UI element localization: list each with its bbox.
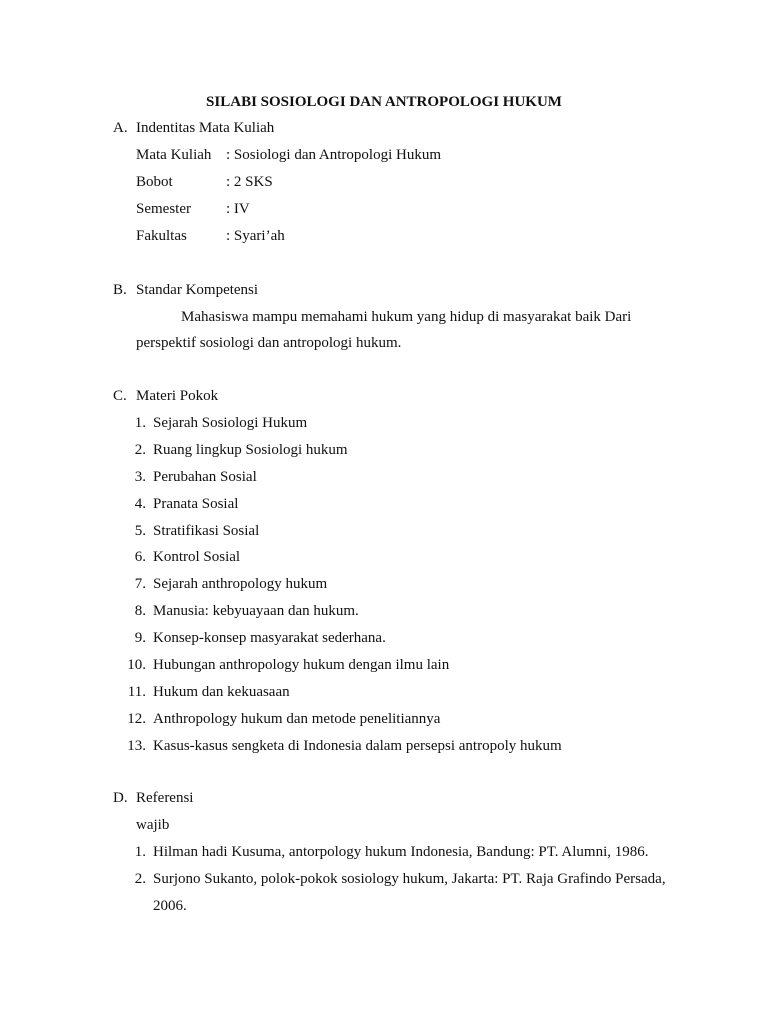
info-value-fakultas: : Syari’ah [226,228,285,244]
list-item-text: Perubahan Sosial [153,469,257,485]
list-item-number: 8. [134,603,146,619]
list-item-text: Pranata Sosial [153,496,239,512]
section-c-heading: Materi Pokok [136,388,219,404]
info-key-mata-kuliah: Mata Kuliah [136,147,212,163]
competency-paragraph-line-2: perspektif sosiologi dan antropologi hukum. [136,335,402,351]
list-item-number: 10. [127,657,146,673]
list-item-number: 13. [127,738,146,754]
info-value-semester: : IV [226,201,250,217]
list-item-number: 3. [134,469,146,485]
info-key-semester: Semester [136,201,191,217]
section-d-heading: Referensi [136,790,194,806]
list-item-number: 6. [134,549,146,565]
reference-subheading: wajib [136,817,170,833]
list-item-text: Kontrol Sosial [153,549,241,565]
competency-paragraph-line-1: Mahasiswa mampu memahami hukum yang hidup di masyarakat baik Dari [181,309,632,325]
section-c-letter: C. [113,388,127,404]
list-item-text: Hubungan anthropology hukum dengan ilmu lain [153,657,450,673]
list-item-number: 7. [134,576,146,592]
list-item-text: Manusia: kebyuayaan dan hukum. [153,603,359,619]
info-key-bobot: Bobot [136,174,173,190]
reference-text-continuation: 2006. [153,898,187,914]
list-item-number: 4. [134,496,146,512]
list-item-number: 12. [127,711,146,727]
list-item-number: 11. [127,684,146,700]
list-item-number: 2. [134,442,146,458]
list-item-text: Sejarah anthropology hukum [153,576,328,592]
reference-text: Hilman hadi Kusuma, antorpology hukum Indonesia, Bandung: PT. Alumni, 1986. [153,844,649,860]
list-item-text: Stratifikasi Sosial [153,523,260,539]
list-item-text: Ruang lingkup Sosiologi hukum [153,442,348,458]
info-value-bobot: : 2 SKS [226,174,273,190]
document-title: SILABI SOSIOLOGI DAN ANTROPOLOGI HUKUM [206,94,562,110]
section-a-letter: A. [113,120,128,136]
section-b-letter: B. [113,282,127,298]
reference-number: 1. [134,844,146,860]
list-item-number: 9. [134,630,146,646]
reference-text: Surjono Sukanto, polok-pokok sosiology hukum, Jakarta: PT. Raja Grafindo Persada, [153,871,666,887]
list-item-number: 1. [134,415,146,431]
info-value-mata-kuliah: : Sosiologi dan Antropologi Hukum [226,147,442,163]
section-a-heading: Indentitas Mata Kuliah [136,120,275,136]
reference-number: 2. [134,871,146,887]
list-item-number: 5. [134,523,146,539]
section-d-letter: D. [113,790,128,806]
list-item-text: Kasus-kasus sengketa di Indonesia dalam persepsi antropoly hukum [153,738,562,754]
info-key-fakultas: Fakultas [136,228,187,244]
list-item-text: Sejarah Sosiologi Hukum [153,415,308,431]
list-item-text: Konsep-konsep masyarakat sederhana. [153,630,386,646]
list-item-text: Hukum dan kekuasaan [153,684,290,700]
section-b-heading: Standar Kompetensi [136,282,259,298]
list-item-text: Anthropology hukum dan metode penelitiannya [153,711,441,727]
